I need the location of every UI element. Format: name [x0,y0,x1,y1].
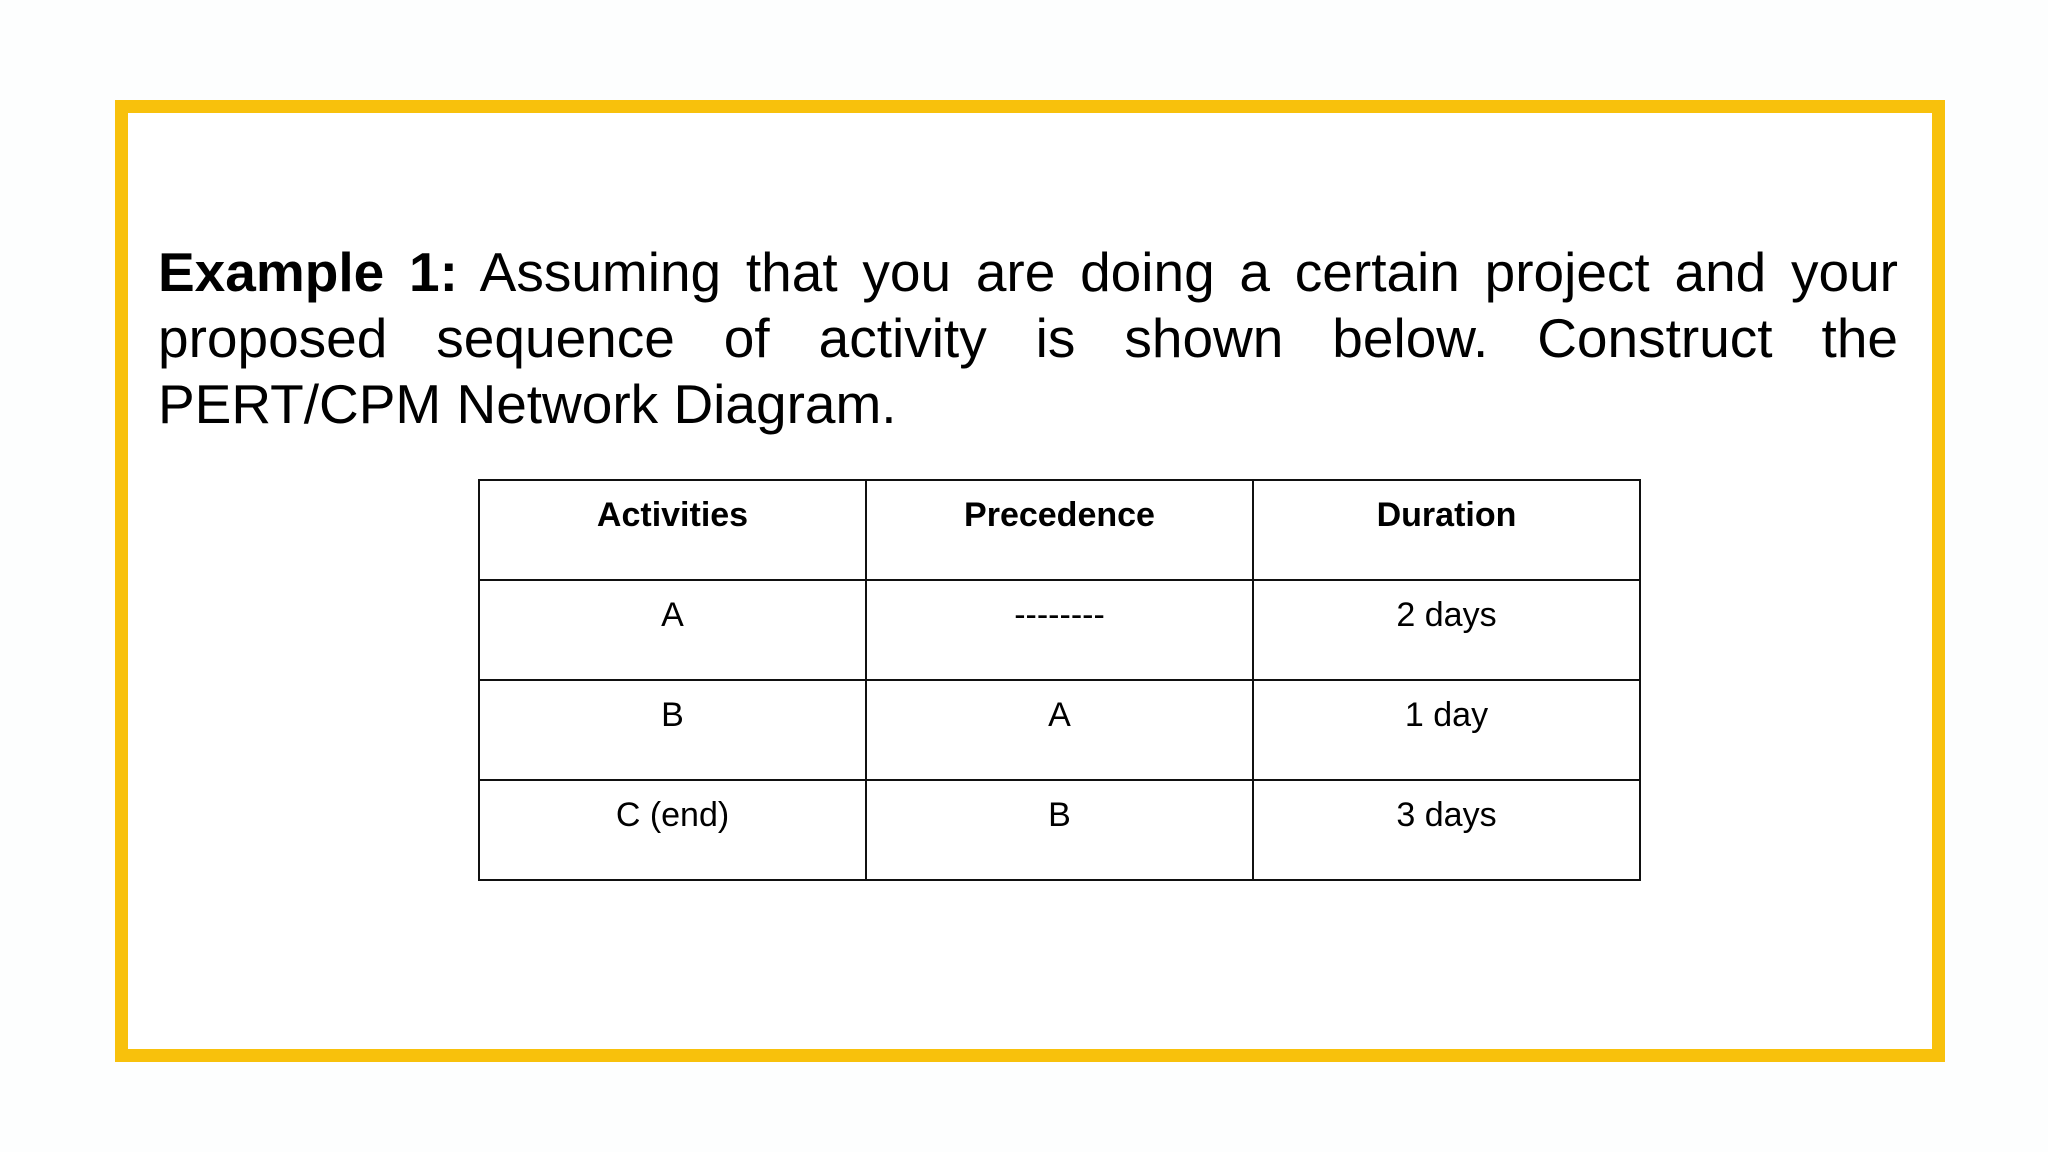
header-duration: Duration [1253,480,1640,580]
cell-duration: 1 day [1253,680,1640,780]
cell-activity: C (end) [479,780,866,880]
header-activities: Activities [479,480,866,580]
cell-precedence: A [866,680,1253,780]
cell-precedence: -------- [866,580,1253,680]
cell-duration: 2 days [1253,580,1640,680]
activity-table [478,479,1641,881]
cell-activity: B [479,680,866,780]
example-prompt [158,239,1898,437]
cell-precedence: B [866,780,1253,880]
table-row [479,680,1640,780]
cell-activity: A [479,580,866,680]
example-text: Assuming that you are doing a certain project and your proposed sequence of activity is shown below. Construct the PERT/CPM Network Diagram. [158,241,1898,435]
header-precedence: Precedence [866,480,1253,580]
cell-duration: 3 days [1253,780,1640,880]
table-row [479,780,1640,880]
example-label: Example 1: [158,241,458,303]
table-row [479,580,1640,680]
table-header-row [479,480,1640,580]
